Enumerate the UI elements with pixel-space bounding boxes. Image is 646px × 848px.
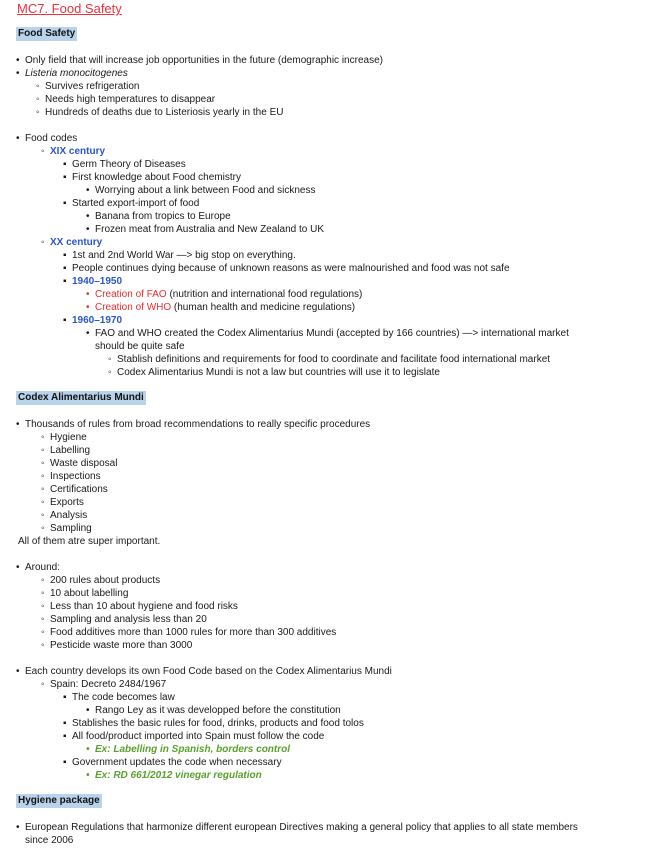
- bullet-icon: •: [86, 328, 90, 339]
- list-item: • Only field that will increase job opportunities in the future (demographic increase): [16, 55, 383, 66]
- list-item: ◦ Sampling: [41, 523, 92, 534]
- bullet-icon: •: [86, 302, 90, 313]
- bullet-icon: ◦: [41, 640, 45, 651]
- list-item: • FAO and WHO created the Codex Alimentarius Mundi (accepted by 166 countries) —> international market: [86, 328, 569, 339]
- bullet-icon: •: [86, 744, 90, 755]
- list-item: ◦ Pesticide waste more than 3000: [41, 640, 193, 651]
- bullet-icon: ◦: [41, 471, 45, 482]
- bullet-icon: •: [16, 666, 20, 677]
- list-item: ◦ XIX century: [41, 146, 106, 157]
- bullet-icon: •: [86, 770, 90, 781]
- bullet-icon: •: [16, 133, 20, 144]
- list-item: ◦ Survives refrigeration: [36, 81, 140, 92]
- bullet-icon: ▪: [63, 731, 67, 742]
- list-item: • European Regulations that harmonize different european Directives making a general policy that applies to all state members: [16, 822, 578, 833]
- bullet-icon: ◦: [41, 237, 45, 248]
- bullet-icon: ▪: [63, 718, 67, 729]
- bullet-icon: ▪: [63, 250, 67, 261]
- paragraph: All of them atre super important.: [18, 536, 161, 547]
- list-item: ▪ People continues dying because of unknown reasons as were malnourished and food was not safe: [63, 263, 510, 274]
- list-item: ◦ Stablish definitions and requirements for food to coordinate and facilitate food international market: [108, 354, 551, 365]
- bullet-icon: ◦: [41, 497, 45, 508]
- bullet-icon: ◦: [36, 107, 40, 118]
- list-item: ▪ The code becomes law: [63, 692, 175, 703]
- list-item: ▪ 1960–1970: [63, 315, 123, 326]
- bullet-icon: •: [16, 419, 20, 430]
- bullet-icon: ◦: [108, 354, 112, 365]
- bullet-icon: ◦: [108, 367, 112, 378]
- list-item: ◦ Certifications: [41, 484, 108, 495]
- bullet-icon: ▪: [63, 757, 67, 768]
- section-heading-hygiene: Hygiene package: [18, 795, 100, 806]
- section-heading-codex: Codex Alimentarius Mundi: [18, 392, 144, 403]
- list-item: • Thousands of rules from broad recommendations to really specific procedures: [16, 419, 371, 430]
- list-item: • Rango Ley as it was developped before the constitution: [86, 705, 341, 716]
- bullet-icon: •: [86, 224, 90, 235]
- bullet-icon: ◦: [41, 614, 45, 625]
- list-item: ◦ Food additives more than 1000 rules for more than 300 additives: [41, 627, 337, 638]
- list-item-continuation: since 2006: [25, 835, 74, 846]
- bullet-icon: ◦: [41, 484, 45, 495]
- bullet-icon: ▪: [63, 198, 67, 209]
- list-item: ◦ 10 about labelling: [41, 588, 129, 599]
- bullet-icon: •: [86, 211, 90, 222]
- bullet-icon: ◦: [41, 679, 45, 690]
- bullet-icon: ◦: [41, 627, 45, 638]
- bullet-icon: ▪: [63, 315, 67, 326]
- list-item: ▪ All food/product imported into Spain must follow the code: [63, 731, 325, 742]
- bullet-icon: ▪: [63, 172, 67, 183]
- bullet-icon: ◦: [41, 588, 45, 599]
- bullet-icon: ▪: [63, 263, 67, 274]
- list-item: ◦ Needs high temperatures to disappear: [36, 94, 216, 105]
- bullet-icon: •: [86, 705, 90, 716]
- list-item-continuation: should be quite safe: [95, 341, 185, 352]
- list-item: ▪ Stablishes the basic rules for food, drinks, products and food tolos: [63, 718, 364, 729]
- bullet-icon: •: [16, 822, 20, 833]
- list-item: ▪ Germ Theory of Diseases: [63, 159, 186, 170]
- list-item: • Ex: Labelling in Spanish, borders control: [86, 744, 291, 755]
- bullet-icon: ◦: [41, 510, 45, 521]
- list-item: ◦ Labelling: [41, 445, 91, 456]
- list-item: ◦ Exports: [41, 497, 84, 508]
- bullet-icon: ◦: [41, 458, 45, 469]
- list-item: ◦ Hygiene: [41, 432, 87, 443]
- bullet-icon: ◦: [41, 445, 45, 456]
- document-title[interactable]: MC7. Food Safety: [17, 1, 122, 16]
- list-item: • Listeria monocitogenes: [16, 68, 128, 79]
- list-item: ◦ XX century: [41, 237, 103, 248]
- section-heading-food-safety: Food Safety: [18, 28, 76, 39]
- bullet-icon: ▪: [63, 159, 67, 170]
- bullet-icon: •: [86, 289, 90, 300]
- bullet-icon: ◦: [41, 146, 45, 157]
- bullet-icon: •: [16, 55, 20, 66]
- list-item: • Each country develops its own Food Code based on the Codex Alimentarius Mundi: [16, 666, 392, 677]
- list-item: ◦ Spain: Decreto 2484/1967: [41, 679, 167, 690]
- bullet-icon: ◦: [41, 523, 45, 534]
- bullet-icon: ◦: [36, 94, 40, 105]
- list-item: • Food codes: [16, 133, 78, 144]
- bullet-icon: ◦: [36, 81, 40, 92]
- list-item: • Creation of FAO (nutrition and international food regulations): [86, 289, 363, 300]
- list-item: • Creation of WHO (human health and medicine regulations): [86, 302, 356, 313]
- list-item: ▪ Started export-import of food: [63, 198, 200, 209]
- list-item: • Banana from tropics to Europe: [86, 211, 231, 222]
- bullet-icon: ▪: [63, 276, 67, 287]
- list-item: • Around:: [16, 562, 61, 573]
- list-item: ◦ 200 rules about products: [41, 575, 161, 586]
- list-item: ◦ Hundreds of deaths due to Listeriosis yearly in the EU: [36, 107, 284, 118]
- list-item: • Ex: RD 661/2012 vinegar regulation: [86, 770, 262, 781]
- list-item: ▪ 1st and 2nd World War —> big stop on everything.: [63, 250, 296, 261]
- list-item: ◦ Analysis: [41, 510, 88, 521]
- list-item: ◦ Sampling and analysis less than 20: [41, 614, 207, 625]
- list-item: ▪ 1940–1950: [63, 276, 123, 287]
- bullet-icon: ◦: [41, 601, 45, 612]
- bullet-icon: •: [86, 185, 90, 196]
- list-item: ▪ Government updates the code when necessary: [63, 757, 282, 768]
- bullet-icon: ◦: [41, 432, 45, 443]
- bullet-icon: •: [16, 562, 20, 573]
- list-item: • Worrying about a link between Food and sickness: [86, 185, 316, 196]
- list-item: ◦ Codex Alimentarius Mundi is not a law but countries will use it to legislate: [108, 367, 440, 378]
- list-item: ◦ Waste disposal: [41, 458, 118, 469]
- list-item: ▪ First knowledge about Food chemistry: [63, 172, 241, 183]
- list-item: ◦ Inspections: [41, 471, 101, 482]
- bullet-icon: •: [16, 68, 20, 79]
- list-item: • Frozen meat from Australia and New Zealand to UK: [86, 224, 324, 235]
- list-item: ◦ Less than 10 about hygiene and food risks: [41, 601, 238, 612]
- bullet-icon: ◦: [41, 575, 45, 586]
- bullet-icon: ▪: [63, 692, 67, 703]
